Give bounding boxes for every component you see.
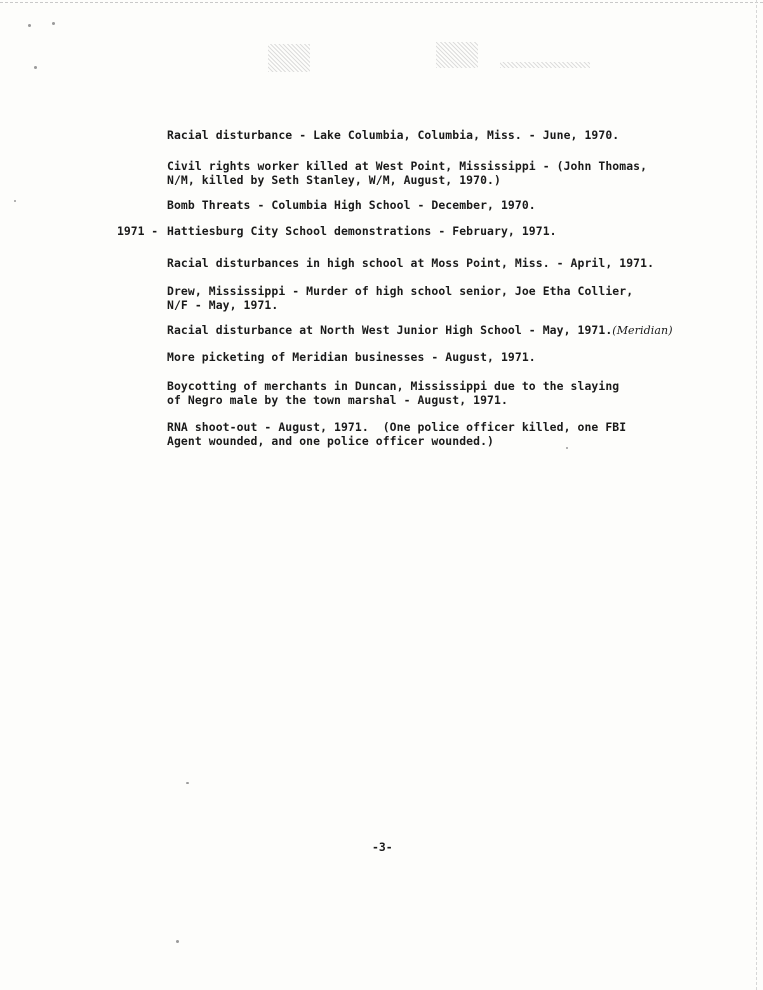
handwritten-note: (Meridian) bbox=[612, 324, 673, 337]
event-entry: Bomb Threats - Columbia High School - December, 1970. bbox=[167, 198, 536, 212]
event-entry: Civil rights worker killed at West Point, Mississippi - (John Thomas, N/M, killed by Seth Stanley, W/M, August, 1970.) bbox=[167, 159, 648, 187]
scan-edge-right bbox=[756, 0, 757, 990]
event-entry: Drew, Mississippi - Murder of high school senior, Joe Etha Collier, N/F - May, 1971. bbox=[167, 284, 634, 312]
scan-smudge bbox=[500, 62, 590, 68]
scan-edge-top bbox=[0, 2, 763, 3]
event-entry: Racial disturbances in high school at Moss Point, Miss. - April, 1971. bbox=[167, 256, 655, 270]
event-entry: More picketing of Meridian businesses - August, 1971. bbox=[167, 350, 536, 364]
scan-speck bbox=[176, 940, 179, 943]
scan-smudge bbox=[436, 42, 478, 68]
scan-speck bbox=[34, 66, 37, 69]
event-entry: Racial disturbance - Lake Columbia, Columbia, Miss. - June, 1970. bbox=[167, 128, 620, 142]
year-marker-1971: 1971 - bbox=[117, 224, 159, 238]
scan-speck bbox=[186, 782, 189, 784]
event-entry: RNA shoot-out - August, 1971. (One police officer killed, one FBI Agent wounded, and one police officer wounded.) bbox=[167, 420, 627, 448]
page-number: -3- bbox=[372, 840, 393, 854]
event-entry-text: Racial disturbance at North West Junior High School - May, 1971. bbox=[167, 323, 613, 337]
scan-smudge bbox=[268, 44, 310, 72]
event-entry: Hattiesburg City School demonstrations - February, 1971. bbox=[167, 224, 557, 238]
scan-speck bbox=[52, 22, 55, 25]
scan-speck bbox=[28, 24, 31, 27]
scan-speck bbox=[14, 200, 16, 202]
event-entry bbox=[167, 323, 727, 338]
event-entry: Boycotting of merchants in Duncan, Mississippi due to the slaying of Negro male by the town marshal - August, 1971. bbox=[167, 379, 620, 407]
